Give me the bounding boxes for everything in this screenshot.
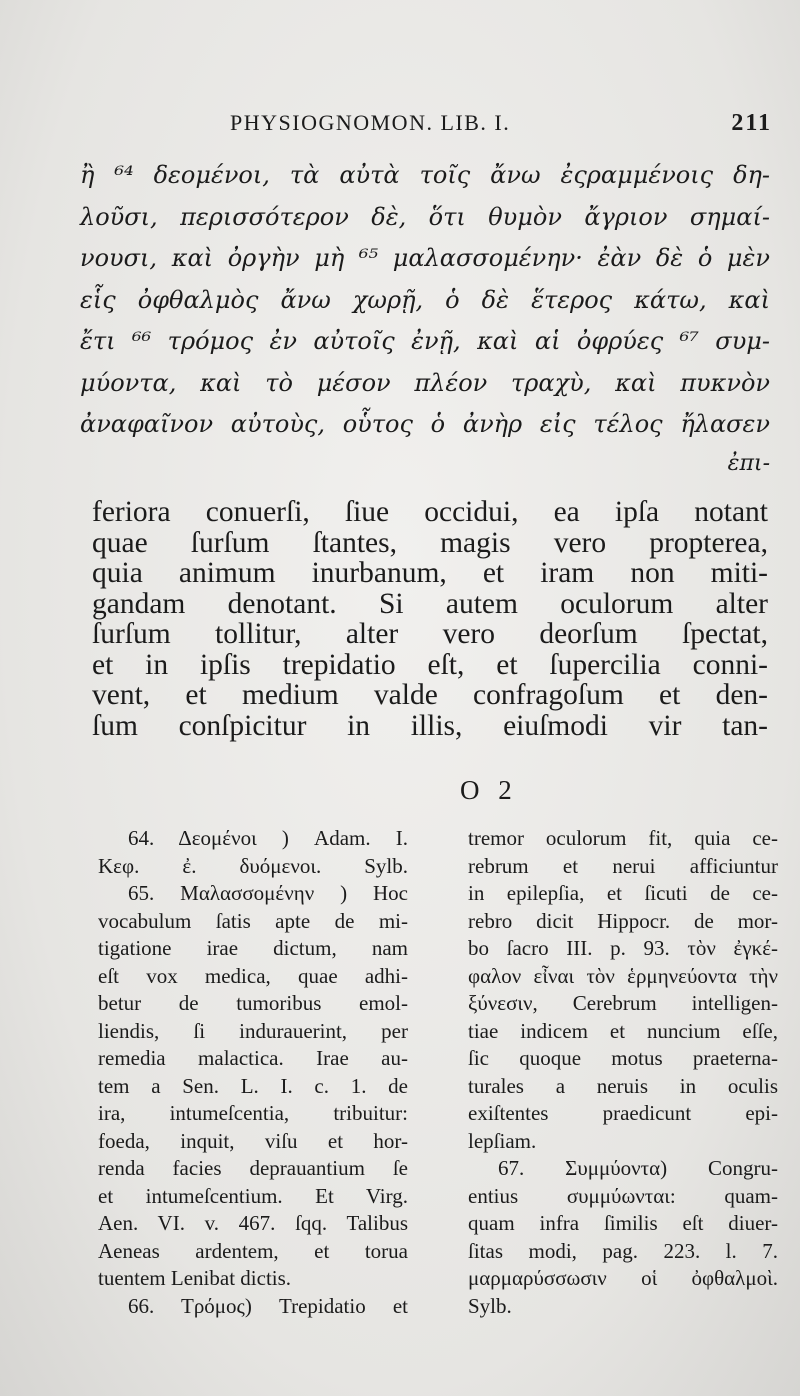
footnote-line: rebro dicit Hippocr. de mor- bbox=[468, 908, 778, 933]
footnote-line: tremor oculorum fit, quia ce- bbox=[468, 826, 778, 850]
page-number: 211 bbox=[731, 110, 772, 136]
footnote-line: eſt vox medica, quae adhi- bbox=[98, 963, 408, 988]
footnote-line: tigatione irae dictum, nam bbox=[98, 936, 408, 960]
footnote-line: Aen. VI. v. 467. ſqq. Talibus bbox=[98, 1211, 408, 1235]
footnote-line: μαρμαρύσσωσιν οἱ ὀφθαλμοὶ. bbox=[468, 1266, 778, 1290]
footnote-line: 66. Τρόμος) Trepidatio et bbox=[128, 1293, 408, 1318]
greek-line: μύοντα, καὶ τὸ μέσον πλέον τραχὺ, καὶ πυκνὸν bbox=[80, 368, 770, 397]
footnote-line: exiſtentes praedicunt epi- bbox=[468, 1101, 778, 1125]
greek-line: νουσι, καὶ ὀργὴν μὴ ⁶⁵ μαλασσομένην· ἐὰν δὲ ὁ μὲν bbox=[80, 244, 770, 272]
greek-line: λοῦσι, περισσότερον δὲ, ὅτι θυμὸν ἄγριον σημαί- bbox=[80, 202, 770, 231]
latin-line: vent, et medium valde confragoſum et den- bbox=[92, 679, 768, 711]
footnote-line: 64. Δεομένοι ) Adam. I. bbox=[128, 826, 408, 850]
latin-line: quia animum inurbanum, et iram non miti- bbox=[92, 557, 768, 589]
footnote-line: rebrum et nerui afficiuntur bbox=[468, 853, 778, 878]
greek-line: ἢ ⁶⁴ δεομένοι, τὰ αὐτὰ τοῖς ἄνω ἐςραμμένοις δη- bbox=[80, 161, 770, 189]
greek-text-block bbox=[80, 155, 770, 482]
footnote-line: quam infra ſimilis eſt diuer- bbox=[468, 1211, 778, 1235]
footnote-line: tuentem Lenibat dictis. bbox=[98, 1266, 292, 1290]
footnote-line: Sylb. bbox=[468, 1293, 512, 1318]
footnote-column-right bbox=[468, 825, 778, 1320]
greek-line: ἀναφαῖνον αὐτοὺς, οὗτος ὁ ἀνὴρ εἰς τέλος ἤλασεν bbox=[80, 410, 770, 438]
footnote-column-left bbox=[98, 825, 408, 1320]
latin-line: quae ſurſum ſtantes, magis vero propterea, bbox=[92, 526, 768, 559]
greek-line: εἷς ὀφθαλμὸς ἄνω χωρῇ, ὁ δὲ ἕτερος κάτω, καὶ bbox=[80, 285, 770, 314]
footnote-line: liendis, ſi indurauerint, per bbox=[98, 1018, 408, 1043]
latin-line: ſurſum tollitur, alter vero deorſum ſpectat, bbox=[92, 618, 768, 650]
latin-translation-block bbox=[92, 497, 768, 741]
footnote-line: ira, intumeſcentia, tribuitur: bbox=[98, 1101, 408, 1125]
footnote-line: Κεφ. ἐ. δυόμενοι. Sylb. bbox=[98, 853, 408, 878]
latin-line: gandam denotant. Si autem oculorum alter bbox=[92, 587, 768, 620]
latin-line: ſum conſpicitur in illis, eiuſmodi vir tan- bbox=[92, 709, 768, 742]
footnote-line: lepſiam. bbox=[468, 1128, 537, 1153]
footnote-line: remedia malactica. Irae au- bbox=[98, 1046, 408, 1070]
footnote-line: tiae indicem et nuncium eſſe, bbox=[468, 1018, 778, 1043]
footnote-line: tem a Sen. L. I. c. 1. de bbox=[98, 1073, 408, 1098]
greek-line: ἔτι ⁶⁶ τρόμος ἐν αὐτοῖς ἐνῇ, καὶ αἱ ὀφρύες ⁶⁷ συμ- bbox=[80, 327, 770, 355]
footnote-line: φαλον εἶναι τὸν ἑρμηνεύοντα τὴν bbox=[468, 963, 778, 988]
footnote-line: foeda, inquit, viſu et hor- bbox=[98, 1128, 408, 1153]
footnote-line: bo ſacro III. p. 93. τὸν ἐγκέ- bbox=[468, 936, 778, 960]
footnote-line: ſitas modi, pag. 223. l. 7. bbox=[468, 1238, 778, 1263]
footnotes bbox=[98, 825, 778, 1320]
footnote-line: 65. Μαλασσομένην ) Hoc bbox=[128, 881, 408, 905]
footnote-line: et intumeſcentium. Et Virg. bbox=[98, 1183, 408, 1208]
footnote-line: ſic quoque motus praeterna- bbox=[468, 1046, 778, 1070]
footnote-line: 67. Συμμύοντα) Congru- bbox=[498, 1156, 778, 1180]
latin-line: et in ipſis trepidatio eſt, et ſupercilia conni- bbox=[92, 648, 768, 681]
signature-mark: O 2 bbox=[460, 775, 518, 805]
footnote-line: renda facies deprauantium ſe bbox=[98, 1156, 408, 1180]
footnote-line: ξύνεσιν, Cerebrum intelligen- bbox=[468, 991, 778, 1015]
footnote-line: betur de tumoribus emol- bbox=[98, 991, 408, 1015]
footnote-line: Aeneas ardentem, et torua bbox=[98, 1238, 408, 1263]
running-header bbox=[230, 110, 772, 137]
running-title: PHYSIOGNOMON. LIB. I. bbox=[230, 110, 511, 135]
footnote-line: turales a neruis in oculis bbox=[468, 1073, 778, 1098]
footnote-line: vocabulum ſatis apte de mi- bbox=[98, 908, 408, 933]
footnote-line: in epilepſia, et ſicuti de ce- bbox=[468, 881, 778, 905]
greek-catchword: ἐπι- bbox=[727, 450, 770, 476]
latin-line: feriora conuerſi, ſiue occidui, ea ipſa notant bbox=[92, 496, 768, 528]
footnote-line: entius συμμύωνται: quam- bbox=[468, 1183, 778, 1208]
